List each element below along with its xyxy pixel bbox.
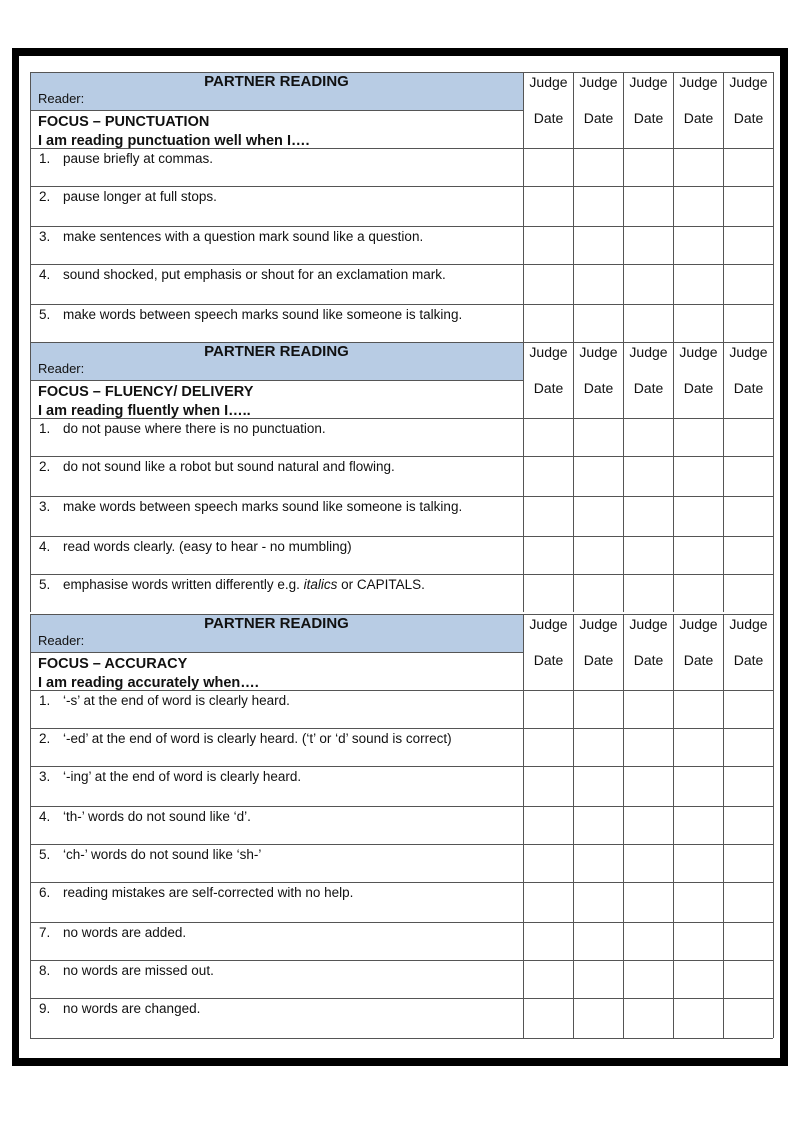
- item-text: ‘ch-’ words do not sound like ‘sh-’: [63, 847, 262, 862]
- judge-checkbox-cell[interactable]: [523, 922, 573, 960]
- criterion-cell: [30, 882, 523, 922]
- judge-label: Judge: [529, 616, 568, 632]
- item-number: 9.: [39, 1001, 51, 1016]
- judge-checkbox-cell[interactable]: [723, 148, 773, 186]
- focus-prompt: I am reading punctuation well when I….: [38, 133, 310, 149]
- item-number: 1.: [39, 151, 51, 166]
- item-number: 5.: [39, 307, 51, 322]
- item-text: read words clearly. (easy to hear - no mumbling): [63, 539, 352, 554]
- judge-checkbox-cell[interactable]: [673, 456, 723, 496]
- checklist-row: [30, 226, 773, 264]
- judge-date-header: [573, 342, 623, 418]
- judge-checkbox-cell[interactable]: [673, 574, 723, 612]
- judge-checkbox-cell[interactable]: [623, 456, 673, 496]
- checklist-row: [30, 264, 773, 304]
- judge-checkbox-cell[interactable]: [623, 960, 673, 998]
- judge-label: Judge: [729, 344, 768, 360]
- judge-label: Judge: [629, 344, 668, 360]
- date-label: Date: [733, 110, 764, 126]
- judge-date-header: [523, 614, 573, 690]
- checklist-row: [30, 536, 773, 574]
- judge-checkbox-cell[interactable]: [623, 496, 673, 536]
- criterion-cell: [30, 148, 523, 186]
- judge-checkbox-cell[interactable]: [673, 186, 723, 226]
- criterion-cell: [30, 998, 523, 1038]
- judge-checkbox-cell[interactable]: [723, 304, 773, 342]
- date-label: Date: [533, 110, 564, 126]
- checklist-row: [30, 922, 773, 960]
- judge-label: Judge: [629, 616, 668, 632]
- judge-checkbox-cell[interactable]: [573, 882, 623, 922]
- judge-checkbox-cell[interactable]: [623, 186, 673, 226]
- judge-checkbox-cell[interactable]: [623, 998, 673, 1038]
- item-text: ‘-ing’ at the end of word is clearly heard.: [63, 769, 302, 784]
- focus-block: [38, 655, 259, 693]
- checklist-row: [30, 882, 773, 922]
- criterion-cell: [30, 304, 523, 342]
- date-label: Date: [683, 380, 714, 396]
- judge-checkbox-cell[interactable]: [623, 226, 673, 264]
- judge-checkbox-cell[interactable]: [573, 536, 623, 574]
- judge-checkbox-cell[interactable]: [723, 574, 773, 612]
- criterion-cell: [30, 264, 523, 304]
- judge-checkbox-cell[interactable]: [573, 186, 623, 226]
- judge-checkbox-cell[interactable]: [623, 574, 673, 612]
- judge-checkbox-cell[interactable]: [523, 960, 573, 998]
- criterion-cell: [30, 690, 523, 728]
- judge-label: Judge: [579, 344, 618, 360]
- item-text: no words are missed out.: [63, 963, 214, 978]
- checklist-row: [30, 844, 773, 882]
- judge-label: Judge: [579, 74, 618, 90]
- judge-checkbox-cell[interactable]: [673, 998, 723, 1038]
- judge-checkbox-cell[interactable]: [623, 418, 673, 456]
- item-number: 1.: [39, 693, 51, 708]
- judge-checkbox-cell[interactable]: [573, 844, 623, 882]
- judge-checkbox-cell[interactable]: [573, 728, 623, 766]
- judge-checkbox-cell[interactable]: [523, 304, 573, 342]
- item-text: do not pause where there is no punctuation.: [63, 421, 326, 436]
- focus-title: FOCUS – PUNCTUATION: [38, 114, 210, 130]
- item-text: reading mistakes are self-corrected with no help.: [63, 885, 354, 900]
- judge-checkbox-cell[interactable]: [673, 264, 723, 304]
- judge-label: Judge: [679, 616, 718, 632]
- criterion-cell: [30, 728, 523, 766]
- checklist-section: [30, 614, 773, 690]
- criterion-cell: [30, 456, 523, 496]
- judge-label: Judge: [679, 344, 718, 360]
- item-text: sound shocked, put emphasis or shout for an exclamation mark.: [63, 267, 446, 282]
- checklist-row: [30, 960, 773, 998]
- checklist-row: [30, 998, 773, 1038]
- date-label: Date: [683, 110, 714, 126]
- item-text: make sentences with a question mark sound like a question.: [63, 229, 424, 244]
- judge-checkbox-cell[interactable]: [673, 496, 723, 536]
- checklist-section: [30, 342, 773, 418]
- judge-checkbox-cell[interactable]: [573, 766, 623, 806]
- item-number: 2.: [39, 189, 51, 204]
- judge-checkbox-cell[interactable]: [673, 148, 723, 186]
- item-text: make words between speech marks sound like someone is talking.: [63, 307, 463, 322]
- judge-checkbox-cell[interactable]: [573, 960, 623, 998]
- focus-block: [38, 383, 253, 421]
- judge-checkbox-cell[interactable]: [623, 690, 673, 728]
- item-number: 8.: [39, 963, 51, 978]
- judge-checkbox-cell[interactable]: [573, 690, 623, 728]
- criterion-cell: [30, 922, 523, 960]
- judge-checkbox-cell[interactable]: [573, 264, 623, 304]
- judge-checkbox-cell[interactable]: [573, 922, 623, 960]
- judge-checkbox-cell[interactable]: [673, 728, 723, 766]
- judge-checkbox-cell[interactable]: [623, 766, 673, 806]
- judge-checkbox-cell[interactable]: [673, 226, 723, 264]
- date-label: Date: [633, 652, 664, 668]
- item-text: no words are added.: [63, 925, 187, 940]
- judge-checkbox-cell[interactable]: [523, 690, 573, 728]
- judge-date-header: [623, 72, 673, 148]
- item-number: 4.: [39, 809, 51, 824]
- judge-checkbox-cell[interactable]: [673, 960, 723, 998]
- judge-date-header: [723, 614, 773, 690]
- checklist-section: [30, 72, 773, 148]
- date-label: Date: [683, 652, 714, 668]
- reader-label: Reader:: [38, 91, 85, 106]
- judge-checkbox-cell[interactable]: [523, 496, 573, 536]
- judge-checkbox-cell[interactable]: [573, 226, 623, 264]
- judge-checkbox-cell[interactable]: [723, 418, 773, 456]
- judge-date-header: [523, 342, 573, 418]
- judge-date-header: [673, 614, 723, 690]
- checklist-row: [30, 806, 773, 844]
- judge-checkbox-cell[interactable]: [573, 998, 623, 1038]
- judge-checkbox-cell[interactable]: [523, 844, 573, 882]
- date-label: Date: [633, 380, 664, 396]
- judge-date-header: [573, 614, 623, 690]
- item-text: pause longer at full stops.: [63, 189, 217, 204]
- item-number: 5.: [39, 847, 51, 862]
- item-number: 4.: [39, 539, 51, 554]
- item-number: 2.: [39, 459, 51, 474]
- judge-checkbox-cell[interactable]: [623, 728, 673, 766]
- item-text: ‘-s’ at the end of word is clearly heard.: [63, 693, 290, 708]
- judge-label: Judge: [729, 74, 768, 90]
- item-text: pause briefly at commas.: [63, 151, 214, 166]
- criterion-cell: [30, 418, 523, 456]
- judge-checkbox-cell[interactable]: [523, 998, 573, 1038]
- judge-label: Judge: [579, 616, 618, 632]
- item-text: emphasise words written differently e.g. italics or CAPITALS.: [63, 577, 425, 592]
- checklist-row: [30, 148, 773, 186]
- judge-checkbox-cell[interactable]: [573, 806, 623, 844]
- item-number: 3.: [39, 229, 51, 244]
- judge-checkbox-cell[interactable]: [673, 690, 723, 728]
- judge-checkbox-cell[interactable]: [623, 304, 673, 342]
- judge-checkbox-cell[interactable]: [723, 456, 773, 496]
- judge-date-header: [723, 72, 773, 148]
- criterion-cell: [30, 960, 523, 998]
- criterion-cell: [30, 766, 523, 806]
- judge-checkbox-cell[interactable]: [573, 574, 623, 612]
- section-title: PARTNER READING: [204, 615, 349, 632]
- judge-checkbox-cell[interactable]: [623, 882, 673, 922]
- judge-checkbox-cell[interactable]: [723, 806, 773, 844]
- judge-checkbox-cell[interactable]: [673, 304, 723, 342]
- item-text: make words between speech marks sound like someone is talking.: [63, 499, 463, 514]
- criterion-cell: [30, 186, 523, 226]
- judge-checkbox-cell[interactable]: [673, 844, 723, 882]
- judge-checkbox-cell[interactable]: [623, 536, 673, 574]
- judge-label: Judge: [529, 344, 568, 360]
- judge-date-header: [623, 342, 673, 418]
- checklist-row: [30, 304, 773, 342]
- date-label: Date: [533, 652, 564, 668]
- judge-checkbox-cell[interactable]: [723, 922, 773, 960]
- judge-date-header: [623, 614, 673, 690]
- section-title: PARTNER READING: [204, 343, 349, 360]
- date-label: Date: [583, 110, 614, 126]
- italic-word: italics: [303, 577, 338, 592]
- judge-label: Judge: [629, 74, 668, 90]
- criterion-cell: [30, 806, 523, 844]
- judge-checkbox-cell[interactable]: [673, 806, 723, 844]
- judge-checkbox-cell[interactable]: [523, 536, 573, 574]
- checklist-row: [30, 574, 773, 612]
- judge-checkbox-cell[interactable]: [523, 186, 573, 226]
- criterion-cell: [30, 496, 523, 536]
- reader-label: Reader:: [38, 633, 85, 648]
- item-number: 3.: [39, 499, 51, 514]
- judge-checkbox-cell[interactable]: [523, 574, 573, 612]
- judge-checkbox-cell[interactable]: [623, 264, 673, 304]
- judge-checkbox-cell[interactable]: [523, 148, 573, 186]
- judge-checkbox-cell[interactable]: [573, 148, 623, 186]
- judge-checkbox-cell[interactable]: [573, 496, 623, 536]
- focus-block: [38, 113, 310, 151]
- judge-checkbox-cell[interactable]: [723, 998, 773, 1038]
- checklist-row: [30, 496, 773, 536]
- judge-checkbox-cell[interactable]: [523, 226, 573, 264]
- judge-checkbox-cell[interactable]: [723, 264, 773, 304]
- judge-date-header: [523, 72, 573, 148]
- judge-checkbox-cell[interactable]: [623, 922, 673, 960]
- item-number: 1.: [39, 421, 51, 436]
- judge-label: Judge: [729, 616, 768, 632]
- date-label: Date: [583, 652, 614, 668]
- criterion-cell: [30, 844, 523, 882]
- judge-checkbox-cell[interactable]: [723, 536, 773, 574]
- checklist-row: [30, 418, 773, 456]
- item-number: 3.: [39, 769, 51, 784]
- judge-checkbox-cell[interactable]: [723, 844, 773, 882]
- judge-checkbox-cell[interactable]: [573, 418, 623, 456]
- judge-checkbox-cell[interactable]: [523, 456, 573, 496]
- checklist-row: [30, 690, 773, 728]
- item-number: 2.: [39, 731, 51, 746]
- judge-checkbox-cell[interactable]: [673, 922, 723, 960]
- criterion-cell: [30, 226, 523, 264]
- judge-checkbox-cell[interactable]: [523, 728, 573, 766]
- date-label: Date: [583, 380, 614, 396]
- table-right-border: [773, 72, 774, 1038]
- judge-date-header: [673, 72, 723, 148]
- judge-checkbox-cell[interactable]: [523, 418, 573, 456]
- item-text: ‘th-’ words do not sound like ‘d’.: [63, 809, 251, 824]
- item-text: ‘-ed’ at the end of word is clearly heard. (‘t’ or ‘d’ sound is correct): [63, 731, 452, 746]
- judge-checkbox-cell[interactable]: [623, 148, 673, 186]
- focus-prompt: I am reading fluently when I…..: [38, 403, 251, 419]
- judge-checkbox-cell[interactable]: [623, 806, 673, 844]
- judge-checkbox-cell[interactable]: [623, 844, 673, 882]
- focus-title: FOCUS – ACCURACY: [38, 656, 188, 672]
- section-title: PARTNER READING: [204, 73, 349, 90]
- judge-label: Judge: [529, 74, 568, 90]
- judge-label: Judge: [679, 74, 718, 90]
- date-label: Date: [533, 380, 564, 396]
- checklist-row: [30, 766, 773, 806]
- judge-date-header: [673, 342, 723, 418]
- judge-checkbox-cell[interactable]: [673, 766, 723, 806]
- date-label: Date: [733, 380, 764, 396]
- judge-checkbox-cell[interactable]: [523, 766, 573, 806]
- judge-checkbox-cell[interactable]: [723, 186, 773, 226]
- judge-checkbox-cell[interactable]: [723, 226, 773, 264]
- item-number: 6.: [39, 885, 51, 900]
- judge-checkbox-cell[interactable]: [673, 418, 723, 456]
- item-number: 5.: [39, 577, 51, 592]
- date-label: Date: [733, 652, 764, 668]
- date-label: Date: [633, 110, 664, 126]
- checklist-row: [30, 728, 773, 766]
- judge-checkbox-cell[interactable]: [723, 882, 773, 922]
- judge-checkbox-cell[interactable]: [723, 690, 773, 728]
- checklist-row: [30, 186, 773, 226]
- checklist-row: [30, 456, 773, 496]
- judge-checkbox-cell[interactable]: [523, 806, 573, 844]
- judge-date-header: [723, 342, 773, 418]
- judge-checkbox-cell[interactable]: [723, 728, 773, 766]
- judge-checkbox-cell[interactable]: [723, 496, 773, 536]
- judge-checkbox-cell[interactable]: [523, 882, 573, 922]
- judge-date-header: [573, 72, 623, 148]
- judge-checkbox-cell[interactable]: [573, 456, 623, 496]
- judge-checkbox-cell[interactable]: [723, 960, 773, 998]
- focus-prompt: I am reading accurately when….: [38, 675, 259, 691]
- judge-checkbox-cell[interactable]: [723, 766, 773, 806]
- focus-title: FOCUS – FLUENCY/ DELIVERY: [38, 384, 254, 400]
- item-number: 4.: [39, 267, 51, 282]
- criterion-cell: [30, 574, 523, 612]
- item-text: do not sound like a robot but sound natural and flowing.: [63, 459, 395, 474]
- item-number: 7.: [39, 925, 51, 940]
- judge-checkbox-cell[interactable]: [673, 882, 723, 922]
- judge-checkbox-cell[interactable]: [573, 304, 623, 342]
- judge-checkbox-cell[interactable]: [673, 536, 723, 574]
- judge-checkbox-cell[interactable]: [523, 264, 573, 304]
- item-text: no words are changed.: [63, 1001, 201, 1016]
- table-bottom-border: [30, 1038, 773, 1039]
- reader-label: Reader:: [38, 361, 85, 376]
- criterion-cell: [30, 536, 523, 574]
